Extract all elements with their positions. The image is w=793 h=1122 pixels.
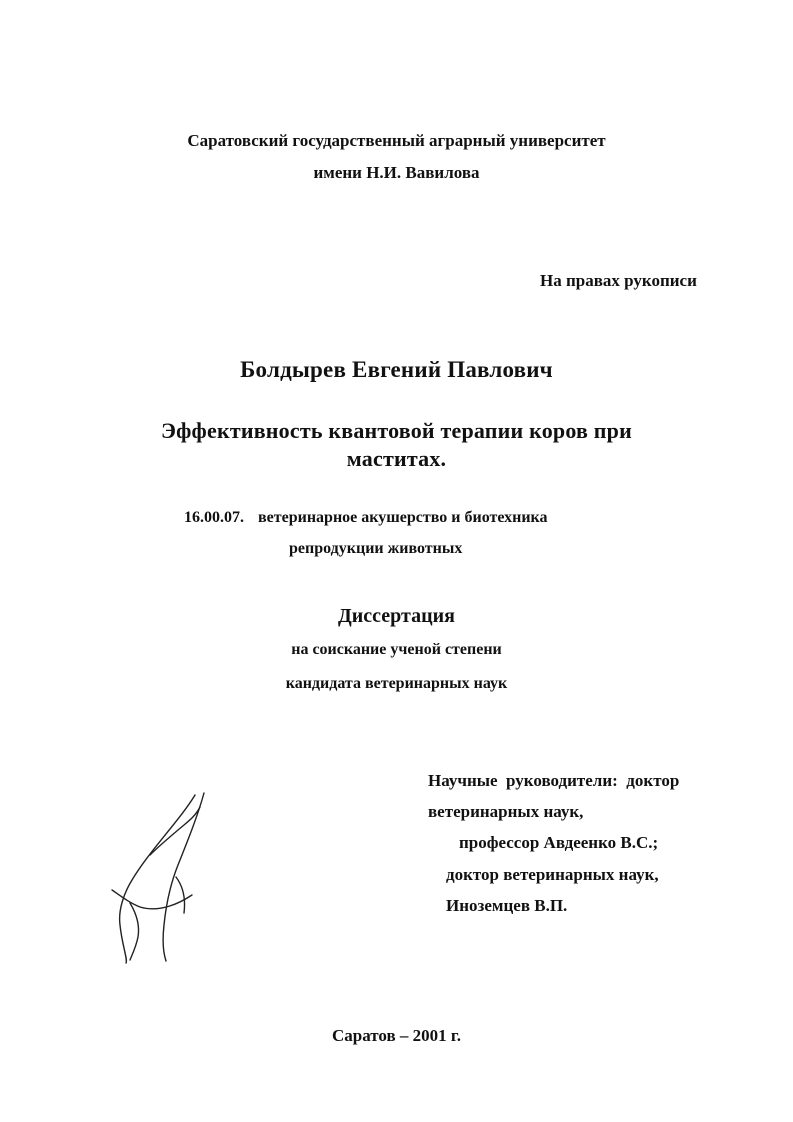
specialty-name-line-1: ветеринарное акушерство и биотехника: [258, 509, 548, 526]
author-name: Болдырев Евгений Павлович: [240, 357, 553, 382]
dissertation-title-line-2: маститах.: [346, 446, 447, 471]
university-named-after: имени Н.И. Вавилова: [313, 163, 480, 182]
handwritten-signature-icon: [100, 785, 220, 970]
specialty-name-line-2: репродукции животных: [289, 540, 463, 557]
supervisors-line-2: ветеринарных наук,: [428, 802, 584, 821]
city-year: Саратов – 2001 г.: [332, 1026, 461, 1045]
supervisors-line-1: Научные руководители: доктор: [428, 771, 680, 790]
dissertation-title-line-1: Эффективность квантовой терапии коров при: [161, 418, 632, 443]
degree-line-1: на соискание ученой степени: [291, 641, 502, 658]
work-type-heading: Диссертация: [338, 605, 455, 627]
specialty-code: 16.00.07.: [184, 509, 244, 526]
degree-line-2: кандидата ветеринарных наук: [285, 675, 508, 692]
supervisors-line-3: профессор Авдеенко В.С.;: [459, 833, 659, 852]
manuscript-note: На правах рукописи: [540, 271, 697, 290]
university-name: Саратовский государственный аграрный университет: [187, 131, 606, 150]
supervisors-line-4: доктор ветеринарных наук,: [446, 865, 659, 884]
supervisors-line-5: Иноземцев В.П.: [446, 896, 568, 915]
